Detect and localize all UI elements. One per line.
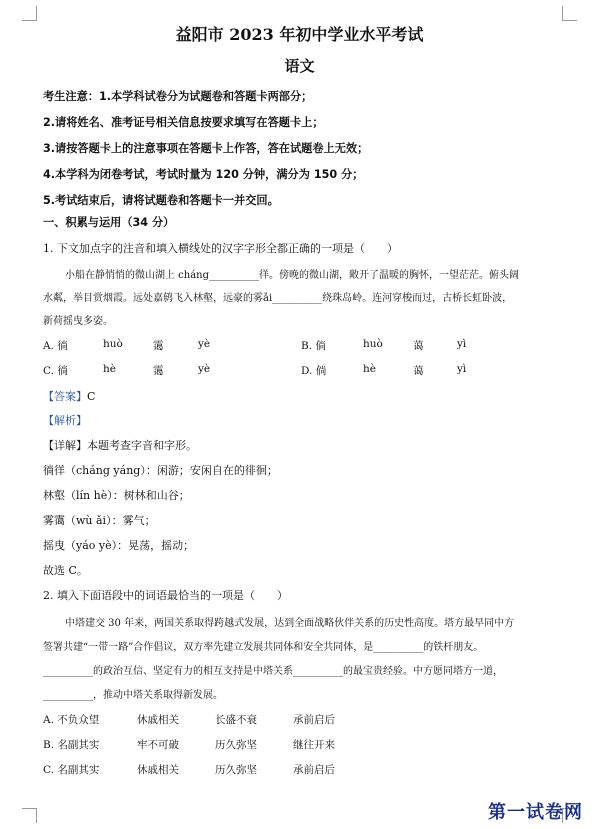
question-1-passage-line: 新荷摇曳多姿。 [43,316,113,327]
notice-line: 3.请按答题卡上的注意事项在答题卡上作答，答在试题卷上无效； [43,142,369,155]
answer-value: C [87,390,96,403]
notice-line: 4.本学科为闭卷考试，考试时量为 120 分钟，满分为 150 分； [43,168,364,181]
crop-mark-top-right [562,6,577,21]
question-2-stem: 2. 填入下面语段中的词语最恰当的一项是（ ） [43,589,288,602]
answer-tag: 【答案】 [43,390,87,403]
notice-line: 5.考试结束后，请将试题卷和答题卡一并交回。 [43,194,279,207]
q1-option-c-char2: 霭 [153,365,164,377]
q1-option-a-pinyin2: yè [198,338,211,350]
q2-option-b-word4: 继往开来 [293,739,335,751]
question-2-passage-line: __________的政治互信、坚定有力的相互支持是中塔关系__________的最宝贵经验。中方愿同塔方一道， [43,666,503,677]
question-2-passage-line: 中塔建交 30 年来，两国关系取得跨越式发展，达到全面战略伙伴关系的历史性高度。塔方最早同中方 [65,618,515,629]
q1-option-b-pinyin2: yì [457,338,467,350]
q1-option-c-pinyin1: hè [103,363,116,375]
q1-option-a-char1: A. 徜 [43,340,68,352]
q2-option-c-word4: 承前启后 [293,764,335,776]
q2-option-a-word4: 承前启后 [293,714,335,726]
question-1-stem: 1. 下文加点字的注音和填入横线处的汉字字形全都正确的一项是（ ） [43,242,398,255]
q2-option-c-word1: C. 名副其实 [43,764,100,776]
crop-mark-top-left [22,6,37,21]
note-line: 摇曳（yáo yè）：晃荡，摇动； [43,539,195,552]
q2-option-c-word2: 休戚相关 [137,764,179,776]
q1-option-b-pinyin1: huò [363,338,383,350]
notice-line: 考生注意：1.本学科试卷分为试题卷和答题卡两部分； [43,90,313,103]
q2-option-a-word1: A. 不负众望 [43,714,100,726]
q1-option-a-char2: 霭 [153,340,164,352]
q2-option-b-word3: 历久弥坚 [215,739,257,751]
q1-option-d-char2: 蔼 [413,365,424,377]
q1-option-c-char1: C. 徜 [43,365,68,377]
q2-option-b-word2: 牢不可破 [137,739,179,751]
q1-option-d-char1: D. 倘 [301,365,327,377]
q1-option-d-pinyin1: hè [363,363,376,375]
q1-option-c-pinyin2: yè [198,363,211,375]
q1-option-b-char2: 蔼 [413,340,424,352]
notice-line: 2.请将姓名、准考证号相关信息按要求填写在答题卡上； [43,116,324,129]
analysis-tag: 【解析】 [43,414,87,427]
answer-line [43,388,95,404]
q1-option-d-pinyin2: yì [457,363,467,375]
q2-option-b-word1: B. 名副其实 [43,739,100,751]
site-watermark-logo: 第一试卷网 [488,802,583,823]
section-heading: 一、积累与运用（34 分） [43,216,175,229]
question-2-passage-line: __________，推动中塔关系取得新发展。 [43,690,223,701]
note-line: 林壑（lín hè）：树林和山谷； [43,489,190,502]
note-line: 雾霭（wù ǎi）：雾气； [43,514,156,527]
question-1-passage-line: 水粼，举目赏烟霞。远处嘉鸫飞入林壑，远豪的雾ǎi__________绕珠岛岭。连河穿梭而过，古桥长虹卧波， [43,293,513,304]
q2-option-a-word2: 休戚相关 [137,714,179,726]
subject-heading: 语文 [284,57,315,75]
q2-option-c-word3: 历久弥坚 [215,764,257,776]
crop-mark-bottom-left [22,808,37,823]
note-line: 徜徉（cháng yáng）：闲游；安闲自在的徘徊； [43,464,278,477]
exam-title: 益阳市 2023 年初中学业水平考试 [175,25,424,44]
question-1-passage-line: 小船在静悄悄的微山湖上 cháng__________徉。傍晚的微山湖，敞开了温暖的胸怀，一望茫茫。俯头阔 [65,270,520,281]
detail-line: 【详解】本题考查字音和字形。 [43,439,197,452]
question-2-passage-line: 签署共建“一带一路”合作倡议，双方率先建立发展共同体和安全共同体，是__________的铁杆朋友。 [43,642,484,653]
q1-option-b-char1: B. 倘 [301,340,326,352]
q2-option-a-word3: 长盛不衰 [215,714,257,726]
note-line: 故选 C。 [43,564,88,577]
q1-option-a-pinyin1: huò [103,338,123,350]
